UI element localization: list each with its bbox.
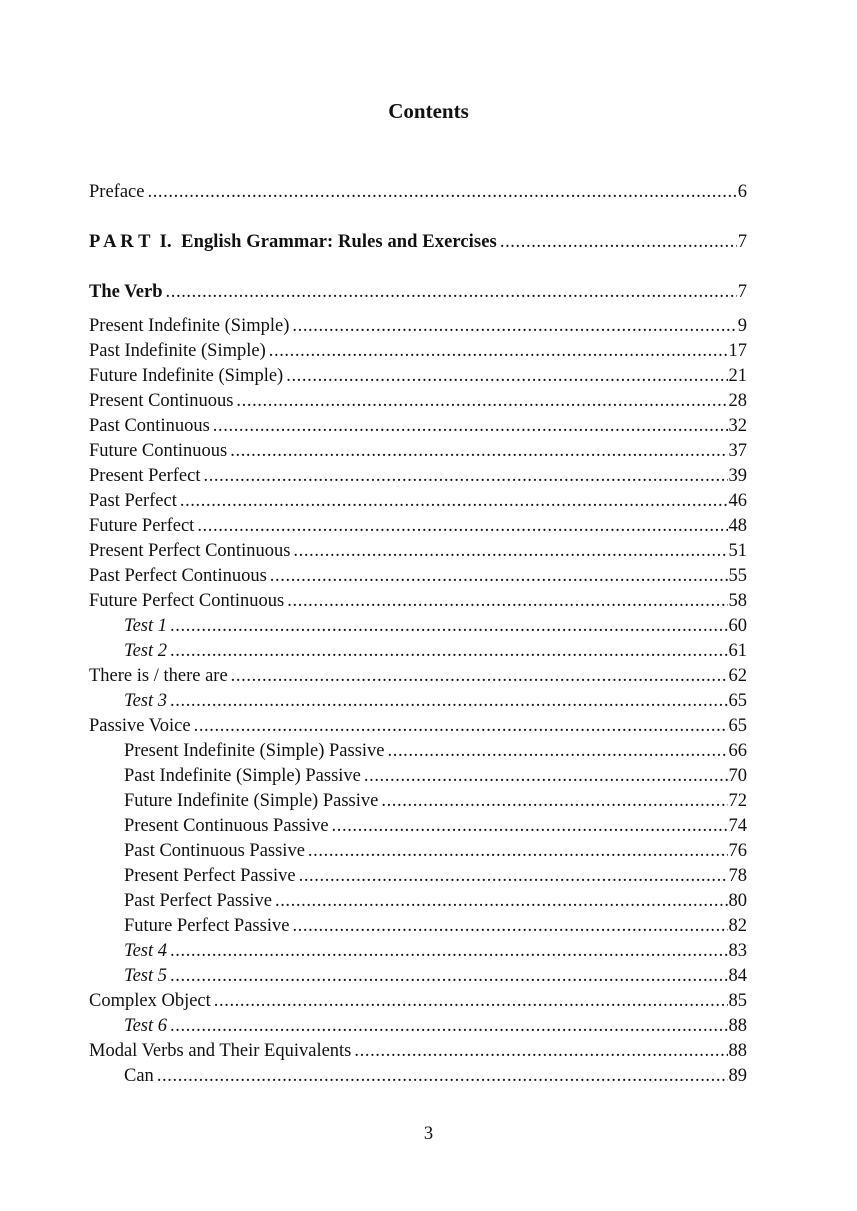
entry-label: Future Perfect Continuous: [89, 591, 285, 611]
entry-label: Present Perfect: [89, 466, 201, 486]
toc-subentry: [89, 1064, 747, 1089]
dot-leader: [364, 764, 728, 789]
toc-entry-test: [89, 939, 747, 964]
dot-leader: [236, 389, 727, 414]
entry-label: Present Perfect Passive: [124, 866, 296, 886]
entry-label: Present Continuous Passive: [124, 816, 329, 836]
entry-page-number: 7: [737, 232, 747, 252]
entry-label: Test 1: [124, 616, 168, 636]
dot-leader: [275, 889, 728, 914]
entry-label: Past Continuous Passive: [124, 841, 305, 861]
entry-page-number: 88: [728, 1041, 747, 1061]
dot-leader: [292, 314, 736, 339]
dot-leader: [170, 1014, 727, 1039]
entry-label: Past Continuous: [89, 416, 210, 436]
entry-page-number: 60: [728, 616, 747, 636]
toc-subentry: [89, 789, 747, 814]
toc-entry: [89, 664, 747, 689]
toc-entry: [89, 714, 747, 739]
entry-page-number: 6: [737, 182, 747, 202]
toc-entry: [89, 439, 747, 464]
entry-page-number: 80: [728, 891, 747, 911]
entry-label: Test 3: [124, 691, 168, 711]
entry-page-number: 65: [728, 716, 747, 736]
toc-entry: [89, 514, 747, 539]
dot-leader: [203, 464, 727, 489]
dot-leader: [388, 739, 728, 764]
toc-entry: [89, 339, 747, 364]
dot-leader: [299, 864, 728, 889]
toc-subentry: [89, 864, 747, 889]
entry-label: Complex Object: [89, 991, 211, 1011]
dot-leader: [214, 989, 728, 1014]
entry-label: The Verb: [89, 282, 163, 302]
entry-page-number: 78: [728, 866, 747, 886]
entry-label: There is / there are: [89, 666, 228, 686]
entry-label: P A R T I. English Grammar: Rules and Exercises: [89, 232, 497, 252]
toc-entry-test: [89, 689, 747, 714]
entry-page-number: 7: [737, 282, 747, 302]
toc-subentry: [89, 739, 747, 764]
entry-page-number: 62: [728, 666, 747, 686]
entry-page-number: 74: [728, 816, 747, 836]
toc-entry: [89, 564, 747, 589]
entry-label: Passive Voice: [89, 716, 191, 736]
entry-page-number: 39: [728, 466, 747, 486]
dot-leader: [170, 639, 727, 664]
entry-page-number: 17: [728, 341, 747, 361]
entry-page-number: 51: [728, 541, 747, 561]
entry-label: Modal Verbs and Their Equivalents: [89, 1041, 352, 1061]
toc-entry: [89, 314, 747, 339]
entry-page-number: 72: [728, 791, 747, 811]
toc-entry-test: [89, 614, 747, 639]
entry-label: Present Continuous: [89, 391, 234, 411]
toc-entry: [89, 464, 747, 489]
toc-subentry: [89, 839, 747, 864]
entry-page-number: 28: [728, 391, 747, 411]
dot-leader: [231, 664, 728, 689]
toc-entry: [89, 589, 747, 614]
dot-leader: [293, 539, 727, 564]
entry-page-number: 65: [728, 691, 747, 711]
toc-entry: [89, 489, 747, 514]
entry-label: Present Perfect Continuous: [89, 541, 291, 561]
entry-page-number: 55: [728, 566, 747, 586]
toc-entry-test: [89, 964, 747, 989]
dot-leader: [287, 589, 727, 614]
dot-leader: [381, 789, 727, 814]
toc-entry: [89, 364, 747, 389]
entry-label: Test 5: [124, 966, 168, 986]
toc-subentry: [89, 814, 747, 839]
dot-leader: [194, 714, 728, 739]
toc-subentry: [89, 914, 747, 939]
entry-label: Can: [124, 1066, 154, 1086]
entry-page-number: 89: [728, 1066, 747, 1086]
entry-page-number: 9: [737, 316, 747, 336]
toc-entry-part-1: [89, 230, 747, 255]
dot-leader: [170, 939, 727, 964]
dot-leader: [292, 914, 727, 939]
entry-page-number: 61: [728, 641, 747, 661]
entry-page-number: 46: [728, 491, 747, 511]
entry-label: Past Perfect Passive: [124, 891, 272, 911]
dot-leader: [197, 514, 727, 539]
dot-leader: [157, 1064, 728, 1089]
dot-leader: [354, 1039, 727, 1064]
entry-page-number: 37: [728, 441, 747, 461]
entry-label: Past Indefinite (Simple): [89, 341, 266, 361]
toc-entry-the-verb: [89, 280, 747, 305]
entry-label: Future Perfect: [89, 516, 195, 536]
entry-label: Preface: [89, 182, 145, 202]
entry-page-number: 48: [728, 516, 747, 536]
entry-page-number: 21: [728, 366, 747, 386]
entry-label: Future Indefinite (Simple) Passive: [124, 791, 379, 811]
entry-page-number: 82: [728, 916, 747, 936]
dot-leader: [230, 439, 727, 464]
entry-page-number: 85: [728, 991, 747, 1011]
entry-page-number: 32: [728, 416, 747, 436]
entry-page-number: 83: [728, 941, 747, 961]
entry-page-number: 66: [728, 741, 747, 761]
entry-page-number: 70: [728, 766, 747, 786]
entry-page-number: 76: [728, 841, 747, 861]
dot-leader: [332, 814, 728, 839]
dot-leader: [213, 414, 728, 439]
entry-label: Future Continuous: [89, 441, 228, 461]
dot-leader: [170, 964, 727, 989]
page-number: 3: [423, 1124, 434, 1144]
entry-label: Past Perfect: [89, 491, 177, 511]
entry-label: Test 2: [124, 641, 168, 661]
dot-leader: [180, 489, 728, 514]
toc-entry: [89, 414, 747, 439]
dot-leader: [286, 364, 727, 389]
dot-leader: [166, 280, 737, 305]
toc-entry-preface: [89, 180, 747, 205]
entry-label: Present Indefinite (Simple) Passive: [124, 741, 385, 761]
toc-entry: [89, 989, 747, 1014]
entry-page-number: 58: [728, 591, 747, 611]
entry-label: Present Indefinite (Simple): [89, 316, 290, 336]
entry-page-number: 88: [728, 1016, 747, 1036]
dot-leader: [170, 614, 727, 639]
toc-entry: [89, 1039, 747, 1064]
entry-label: Past Perfect Continuous: [89, 566, 267, 586]
entry-label: Future Indefinite (Simple): [89, 366, 284, 386]
entry-label: Test 6: [124, 1016, 168, 1036]
toc-entry-test: [89, 639, 747, 664]
toc-entry-test: [89, 1014, 747, 1039]
dot-leader: [308, 839, 728, 864]
dot-leader: [270, 564, 728, 589]
entry-label: Test 4: [124, 941, 168, 961]
toc-subentry: [89, 889, 747, 914]
entry-label: Future Perfect Passive: [124, 916, 290, 936]
toc-entry: [89, 389, 747, 414]
toc-subentry: [89, 764, 747, 789]
page-title: Contents: [388, 99, 469, 123]
entry-page-number: 84: [728, 966, 747, 986]
dot-leader: [147, 180, 736, 205]
dot-leader: [500, 230, 737, 255]
dot-leader: [170, 689, 727, 714]
dot-leader: [269, 339, 728, 364]
toc-entry: [89, 539, 747, 564]
entry-label: Past Indefinite (Simple) Passive: [124, 766, 361, 786]
table-of-contents: [89, 180, 747, 1089]
